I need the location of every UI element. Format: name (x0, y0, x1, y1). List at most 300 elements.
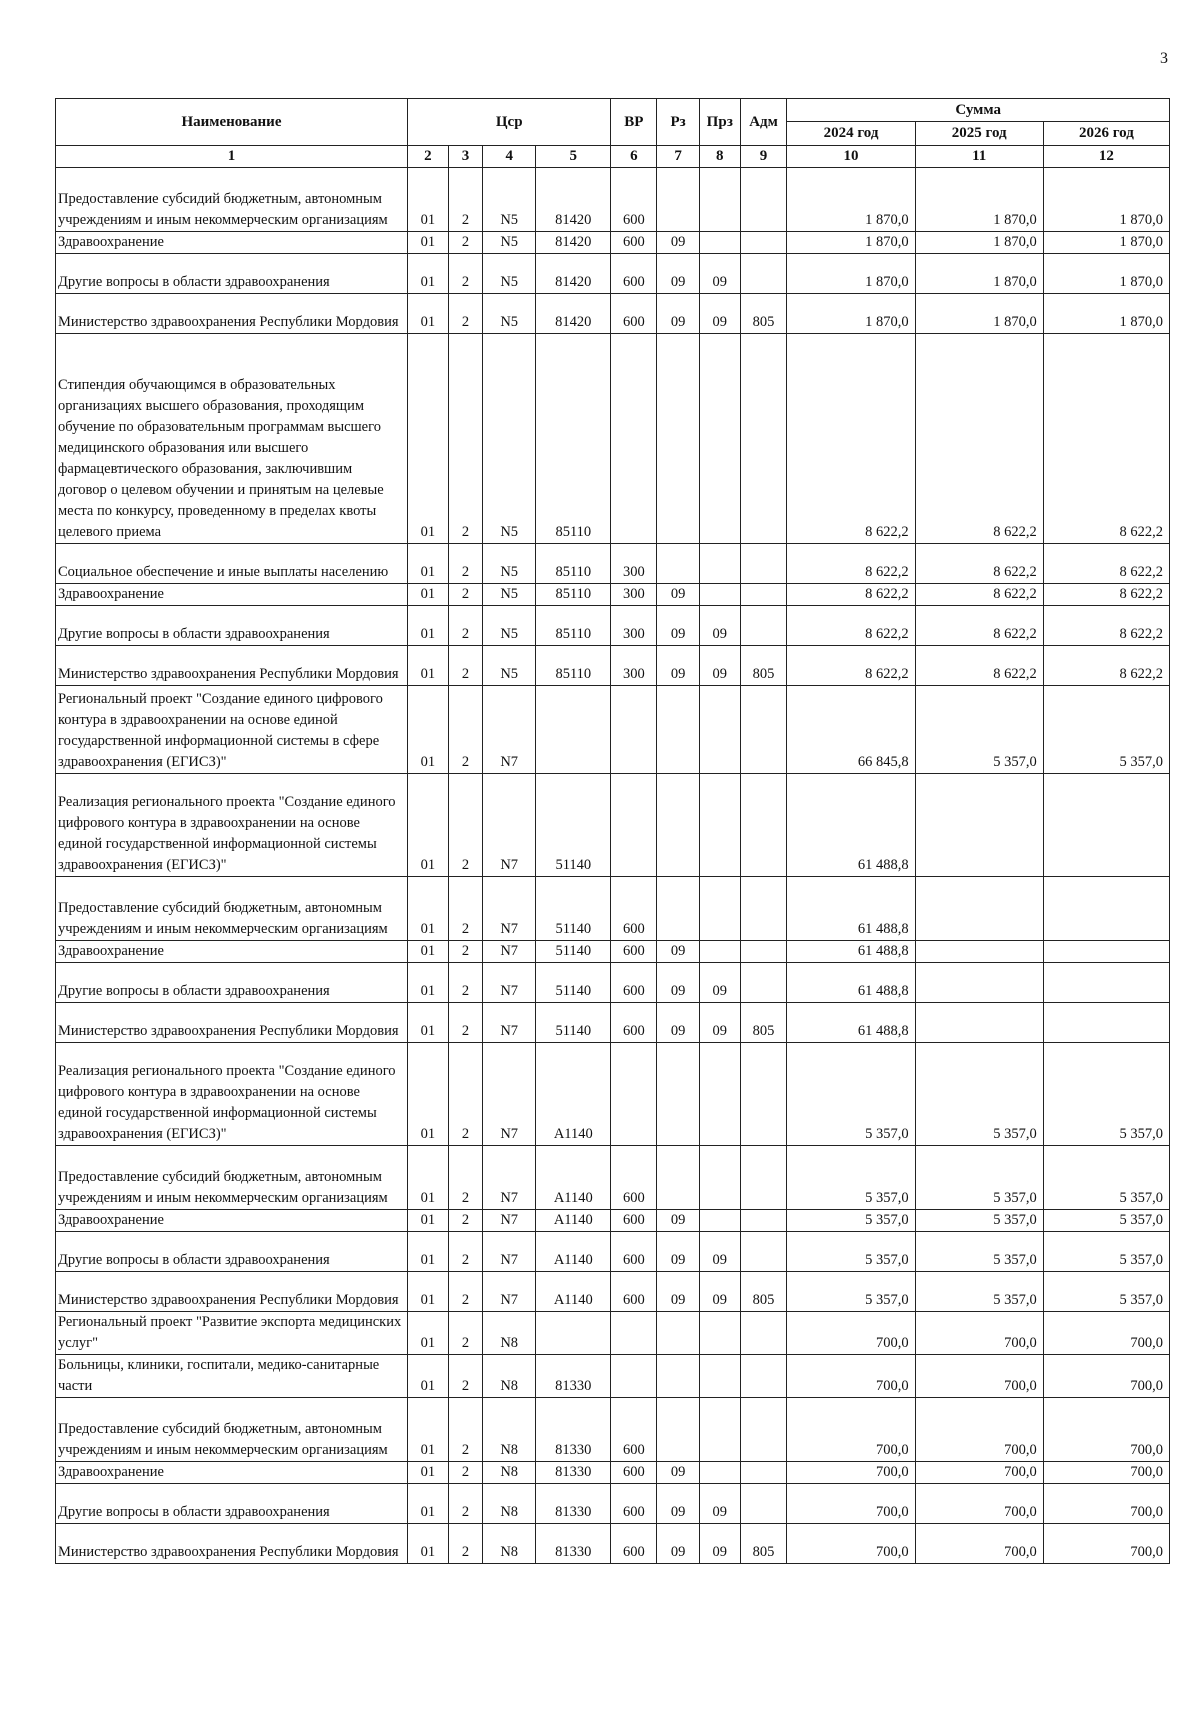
column-number: 5 (536, 146, 611, 168)
cell-c2: 01 (407, 1272, 448, 1312)
cell-rz: 09 (657, 584, 700, 606)
cell-2026: 8 622,2 (1043, 584, 1169, 606)
column-number: 1 (56, 146, 408, 168)
cell-c5: 51140 (536, 877, 611, 941)
row-name: Другие вопросы в области здравоохранения (56, 963, 408, 1003)
cell-c4: N8 (483, 1524, 536, 1564)
cell-2024: 700,0 (787, 1484, 915, 1524)
table-row (56, 1524, 1170, 1564)
cell-2026: 8 622,2 (1043, 334, 1169, 544)
cell-c2: 01 (407, 877, 448, 941)
cell-c4: N5 (483, 544, 536, 584)
cell-2025: 700,0 (915, 1398, 1043, 1462)
cell-c3: 2 (448, 1210, 483, 1232)
cell-prz (699, 1462, 740, 1484)
cell-2024: 700,0 (787, 1398, 915, 1462)
cell-c2: 01 (407, 774, 448, 877)
row-name: Здравоохранение (56, 1210, 408, 1232)
cell-c4: N8 (483, 1484, 536, 1524)
cell-rz: 09 (657, 606, 700, 646)
cell-adm (740, 1232, 787, 1272)
row-name: Предоставление субсидий бюджетным, автономным учреждениям и иным некоммерческим организациям (56, 1398, 408, 1462)
cell-vr: 600 (611, 1398, 657, 1462)
cell-vr: 600 (611, 168, 657, 232)
cell-c5: А1140 (536, 1232, 611, 1272)
cell-c4: N5 (483, 334, 536, 544)
cell-rz: 09 (657, 232, 700, 254)
cell-2026: 5 357,0 (1043, 1146, 1169, 1210)
cell-prz (699, 168, 740, 232)
column-number: 12 (1043, 146, 1169, 168)
cell-2024: 61 488,8 (787, 941, 915, 963)
cell-rz (657, 544, 700, 584)
cell-c5: 85110 (536, 606, 611, 646)
table-row (56, 963, 1170, 1003)
cell-c2: 01 (407, 941, 448, 963)
cell-c5: 81420 (536, 254, 611, 294)
cell-c5: А1140 (536, 1210, 611, 1232)
cell-c4: N5 (483, 254, 536, 294)
table-row (56, 1462, 1170, 1484)
cell-c5: 81330 (536, 1462, 611, 1484)
cell-adm: 805 (740, 1003, 787, 1043)
table-row (56, 1398, 1170, 1462)
cell-rz (657, 686, 700, 774)
table-row (56, 1232, 1170, 1272)
row-name: Стипендия обучающимся в образовательных организациях высшего образования, проходящим обучение по образовательным программам высшего медицинского образования или высшего фармацевтического образования, заключившим договор о целевом обучении и принятым на целевые места по конкурсу, проведенному в пределах квоты целевого приема (56, 334, 408, 544)
cell-rz: 09 (657, 1003, 700, 1043)
header-vr: ВР (611, 99, 657, 146)
cell-c2: 01 (407, 1484, 448, 1524)
cell-c5: 81330 (536, 1398, 611, 1462)
cell-2024: 1 870,0 (787, 294, 915, 334)
cell-c5 (536, 686, 611, 774)
cell-prz: 09 (699, 254, 740, 294)
cell-c3: 2 (448, 1003, 483, 1043)
cell-c3: 2 (448, 1398, 483, 1462)
cell-2024: 1 870,0 (787, 254, 915, 294)
cell-vr (611, 1312, 657, 1355)
cell-2025: 8 622,2 (915, 606, 1043, 646)
cell-2025: 700,0 (915, 1312, 1043, 1355)
cell-rz: 09 (657, 294, 700, 334)
cell-prz (699, 584, 740, 606)
cell-c5: 81420 (536, 232, 611, 254)
cell-2026: 1 870,0 (1043, 168, 1169, 232)
cell-rz (657, 1146, 700, 1210)
cell-c4: N7 (483, 1232, 536, 1272)
cell-adm: 805 (740, 294, 787, 334)
table-row (56, 941, 1170, 963)
cell-prz (699, 774, 740, 877)
cell-vr: 600 (611, 254, 657, 294)
cell-prz (699, 1398, 740, 1462)
cell-2024: 8 622,2 (787, 584, 915, 606)
table-row (56, 168, 1170, 232)
cell-rz: 09 (657, 963, 700, 1003)
cell-rz (657, 1355, 700, 1398)
cell-c4: N5 (483, 294, 536, 334)
cell-c3: 2 (448, 1312, 483, 1355)
cell-c3: 2 (448, 877, 483, 941)
cell-2024: 700,0 (787, 1355, 915, 1398)
cell-c2: 01 (407, 606, 448, 646)
header-adm: Адм (740, 99, 787, 146)
cell-c4: N8 (483, 1462, 536, 1484)
row-name: Предоставление субсидий бюджетным, автономным учреждениям и иным некоммерческим организациям (56, 877, 408, 941)
cell-prz: 09 (699, 1484, 740, 1524)
cell-c5: 81420 (536, 168, 611, 232)
cell-2025 (915, 963, 1043, 1003)
cell-rz: 09 (657, 1524, 700, 1564)
row-name: Другие вопросы в области здравоохранения (56, 1232, 408, 1272)
cell-2026: 5 357,0 (1043, 1043, 1169, 1146)
cell-2026: 700,0 (1043, 1355, 1169, 1398)
column-number: 11 (915, 146, 1043, 168)
column-numbers-row (56, 146, 1170, 168)
cell-c3: 2 (448, 1232, 483, 1272)
cell-rz (657, 334, 700, 544)
header-year-2024: 2024 год (787, 122, 915, 146)
cell-prz: 09 (699, 1524, 740, 1564)
cell-2025: 8 622,2 (915, 646, 1043, 686)
cell-c5 (536, 1312, 611, 1355)
cell-2026: 700,0 (1043, 1524, 1169, 1564)
cell-c3: 2 (448, 774, 483, 877)
cell-prz: 09 (699, 1272, 740, 1312)
cell-vr: 600 (611, 1210, 657, 1232)
cell-2025: 1 870,0 (915, 232, 1043, 254)
cell-adm (740, 254, 787, 294)
row-name: Другие вопросы в области здравоохранения (56, 606, 408, 646)
cell-vr: 600 (611, 877, 657, 941)
cell-c4: N7 (483, 774, 536, 877)
cell-c5: 51140 (536, 1003, 611, 1043)
table-row (56, 774, 1170, 877)
table-row (56, 1210, 1170, 1232)
cell-c2: 01 (407, 1312, 448, 1355)
cell-2026: 700,0 (1043, 1462, 1169, 1484)
row-name: Предоставление субсидий бюджетным, автономным учреждениям и иным некоммерческим организациям (56, 168, 408, 232)
cell-c4: N7 (483, 1043, 536, 1146)
cell-rz (657, 877, 700, 941)
table-row (56, 1272, 1170, 1312)
row-name: Предоставление субсидий бюджетным, автономным учреждениям и иным некоммерческим организациям (56, 1146, 408, 1210)
cell-c3: 2 (448, 1355, 483, 1398)
table-row (56, 606, 1170, 646)
cell-prz (699, 544, 740, 584)
cell-prz (699, 941, 740, 963)
cell-c4: N7 (483, 686, 536, 774)
cell-vr: 300 (611, 544, 657, 584)
cell-2026: 1 870,0 (1043, 232, 1169, 254)
cell-c3: 2 (448, 168, 483, 232)
cell-c5: 85110 (536, 544, 611, 584)
table-row (56, 584, 1170, 606)
cell-c3: 2 (448, 686, 483, 774)
cell-prz (699, 232, 740, 254)
cell-2026: 700,0 (1043, 1398, 1169, 1462)
table-row (56, 1003, 1170, 1043)
cell-prz (699, 1355, 740, 1398)
table-row (56, 334, 1170, 544)
header-prz: Прз (699, 99, 740, 146)
cell-2025: 1 870,0 (915, 254, 1043, 294)
cell-c4: N5 (483, 606, 536, 646)
table-row (56, 646, 1170, 686)
cell-2024: 8 622,2 (787, 646, 915, 686)
cell-c4: N7 (483, 941, 536, 963)
table-row (56, 1146, 1170, 1210)
cell-c5: А1140 (536, 1146, 611, 1210)
cell-adm (740, 232, 787, 254)
cell-c5: 51140 (536, 963, 611, 1003)
table-row (56, 544, 1170, 584)
cell-vr: 600 (611, 963, 657, 1003)
cell-2025: 8 622,2 (915, 584, 1043, 606)
row-name: Реализация регионального проекта "Создание единого цифрового контура в здравоохранении на основе единой государственной информационной системы здравоохранения (ЕГИСЗ)" (56, 1043, 408, 1146)
header-year-2025: 2025 год (915, 122, 1043, 146)
row-name: Здравоохранение (56, 1462, 408, 1484)
cell-2026: 700,0 (1043, 1484, 1169, 1524)
cell-rz: 09 (657, 1272, 700, 1312)
cell-2025: 700,0 (915, 1462, 1043, 1484)
header-year-2026: 2026 год (1043, 122, 1169, 146)
cell-c2: 01 (407, 1210, 448, 1232)
cell-c3: 2 (448, 254, 483, 294)
header-name: Наименование (56, 99, 408, 146)
cell-vr: 600 (611, 232, 657, 254)
row-name: Министерство здравоохранения Республики Мордовия (56, 646, 408, 686)
cell-prz (699, 1146, 740, 1210)
cell-c5: 85110 (536, 646, 611, 686)
cell-2024: 5 357,0 (787, 1232, 915, 1272)
column-number: 6 (611, 146, 657, 168)
cell-2026: 5 357,0 (1043, 1272, 1169, 1312)
cell-c2: 01 (407, 232, 448, 254)
cell-prz: 09 (699, 646, 740, 686)
cell-c2: 01 (407, 646, 448, 686)
cell-c3: 2 (448, 334, 483, 544)
cell-vr: 600 (611, 1462, 657, 1484)
row-name: Другие вопросы в области здравоохранения (56, 1484, 408, 1524)
cell-2024: 700,0 (787, 1524, 915, 1564)
cell-c3: 2 (448, 1484, 483, 1524)
cell-c5: 81330 (536, 1524, 611, 1564)
cell-c3: 2 (448, 1462, 483, 1484)
cell-c3: 2 (448, 1524, 483, 1564)
header-sum: Сумма (787, 99, 1170, 122)
cell-2025: 5 357,0 (915, 1210, 1043, 1232)
cell-2024: 700,0 (787, 1462, 915, 1484)
cell-c5: А1140 (536, 1272, 611, 1312)
cell-c5: 81330 (536, 1484, 611, 1524)
cell-rz: 09 (657, 1484, 700, 1524)
cell-prz (699, 334, 740, 544)
row-name: Здравоохранение (56, 584, 408, 606)
cell-adm (740, 334, 787, 544)
cell-c3: 2 (448, 232, 483, 254)
cell-c4: N7 (483, 1210, 536, 1232)
cell-c3: 2 (448, 963, 483, 1003)
cell-2025: 700,0 (915, 1524, 1043, 1564)
cell-rz: 09 (657, 941, 700, 963)
cell-2025: 700,0 (915, 1355, 1043, 1398)
cell-2024: 1 870,0 (787, 168, 915, 232)
cell-c2: 01 (407, 1146, 448, 1210)
cell-2025: 1 870,0 (915, 168, 1043, 232)
cell-vr: 600 (611, 1146, 657, 1210)
cell-2025: 5 357,0 (915, 1232, 1043, 1272)
table-row (56, 294, 1170, 334)
cell-2026: 5 357,0 (1043, 686, 1169, 774)
cell-rz: 09 (657, 1462, 700, 1484)
cell-prz (699, 1312, 740, 1355)
cell-rz: 09 (657, 1232, 700, 1272)
row-name: Другие вопросы в области здравоохранения (56, 254, 408, 294)
cell-prz (699, 1210, 740, 1232)
cell-c3: 2 (448, 544, 483, 584)
cell-vr: 300 (611, 606, 657, 646)
column-number: 9 (740, 146, 787, 168)
cell-c2: 01 (407, 544, 448, 584)
table-row (56, 1355, 1170, 1398)
cell-2026: 5 357,0 (1043, 1210, 1169, 1232)
cell-2026 (1043, 1003, 1169, 1043)
cell-c5: 85110 (536, 334, 611, 544)
table-row (56, 686, 1170, 774)
cell-vr (611, 1043, 657, 1146)
header-tsr: Цср (407, 99, 610, 146)
cell-2024: 61 488,8 (787, 774, 915, 877)
cell-prz: 09 (699, 963, 740, 1003)
cell-rz (657, 168, 700, 232)
cell-vr: 600 (611, 941, 657, 963)
table-row (56, 232, 1170, 254)
cell-2026: 8 622,2 (1043, 646, 1169, 686)
row-name: Региональный проект "Создание единого цифрового контура в здравоохранении на основе единой государственной информационной системы в сфере здравоохранения (ЕГИСЗ)" (56, 686, 408, 774)
cell-vr (611, 1355, 657, 1398)
cell-adm (740, 168, 787, 232)
cell-2026: 1 870,0 (1043, 254, 1169, 294)
cell-c4: N7 (483, 877, 536, 941)
row-name: Министерство здравоохранения Республики Мордовия (56, 1003, 408, 1043)
cell-c4: N7 (483, 1146, 536, 1210)
cell-2024: 8 622,2 (787, 544, 915, 584)
cell-2025 (915, 774, 1043, 877)
row-name: Здравоохранение (56, 232, 408, 254)
cell-2024: 66 845,8 (787, 686, 915, 774)
cell-c2: 01 (407, 686, 448, 774)
table-row (56, 1312, 1170, 1355)
cell-c4: N5 (483, 646, 536, 686)
cell-2026 (1043, 774, 1169, 877)
cell-c4: N5 (483, 232, 536, 254)
cell-c3: 2 (448, 941, 483, 963)
table-header (56, 99, 1170, 168)
cell-prz: 09 (699, 294, 740, 334)
cell-2026 (1043, 877, 1169, 941)
cell-c3: 2 (448, 1043, 483, 1146)
cell-adm (740, 941, 787, 963)
cell-2026 (1043, 963, 1169, 1003)
cell-c4: N7 (483, 963, 536, 1003)
cell-prz: 09 (699, 606, 740, 646)
cell-2025: 8 622,2 (915, 544, 1043, 584)
column-number: 8 (699, 146, 740, 168)
cell-c2: 01 (407, 1232, 448, 1272)
cell-adm (740, 1043, 787, 1146)
cell-2024: 8 622,2 (787, 334, 915, 544)
cell-vr: 300 (611, 646, 657, 686)
cell-c2: 01 (407, 168, 448, 232)
cell-adm (740, 1462, 787, 1484)
cell-c2: 01 (407, 584, 448, 606)
cell-2024: 1 870,0 (787, 232, 915, 254)
cell-c4: N8 (483, 1398, 536, 1462)
row-name: Министерство здравоохранения Республики Мордовия (56, 1272, 408, 1312)
column-number: 2 (407, 146, 448, 168)
cell-2024: 8 622,2 (787, 606, 915, 646)
cell-2026: 8 622,2 (1043, 606, 1169, 646)
cell-c5: 51140 (536, 941, 611, 963)
cell-c2: 01 (407, 1524, 448, 1564)
table-row (56, 1484, 1170, 1524)
cell-c2: 01 (407, 334, 448, 544)
cell-c2: 01 (407, 963, 448, 1003)
cell-c4: N8 (483, 1355, 536, 1398)
column-number: 3 (448, 146, 483, 168)
cell-c2: 01 (407, 294, 448, 334)
cell-vr: 600 (611, 1272, 657, 1312)
cell-rz: 09 (657, 254, 700, 294)
cell-2025 (915, 1003, 1043, 1043)
row-name: Больницы, клиники, госпитали, медико-санитарные части (56, 1355, 408, 1398)
cell-2025: 1 870,0 (915, 294, 1043, 334)
column-number: 4 (483, 146, 536, 168)
cell-2024: 5 357,0 (787, 1272, 915, 1312)
cell-adm: 805 (740, 1272, 787, 1312)
cell-c5: 85110 (536, 584, 611, 606)
cell-vr: 600 (611, 294, 657, 334)
cell-adm (740, 606, 787, 646)
cell-c2: 01 (407, 1355, 448, 1398)
cell-adm (740, 1355, 787, 1398)
cell-c2: 01 (407, 1003, 448, 1043)
cell-c3: 2 (448, 294, 483, 334)
cell-vr: 600 (611, 1232, 657, 1272)
header-rz: Рз (657, 99, 700, 146)
cell-2024: 5 357,0 (787, 1146, 915, 1210)
cell-adm (740, 774, 787, 877)
cell-vr: 300 (611, 584, 657, 606)
row-name: Министерство здравоохранения Республики Мордовия (56, 1524, 408, 1564)
row-name: Социальное обеспечение и иные выплаты населению (56, 544, 408, 584)
cell-2026: 8 622,2 (1043, 544, 1169, 584)
cell-adm (740, 584, 787, 606)
column-number: 7 (657, 146, 700, 168)
cell-rz (657, 774, 700, 877)
table-row (56, 877, 1170, 941)
cell-adm (740, 1484, 787, 1524)
cell-c4: N5 (483, 584, 536, 606)
cell-rz (657, 1312, 700, 1355)
row-name: Здравоохранение (56, 941, 408, 963)
cell-rz (657, 1398, 700, 1462)
cell-rz: 09 (657, 1210, 700, 1232)
row-name: Министерство здравоохранения Республики Мордовия (56, 294, 408, 334)
cell-2025: 8 622,2 (915, 334, 1043, 544)
